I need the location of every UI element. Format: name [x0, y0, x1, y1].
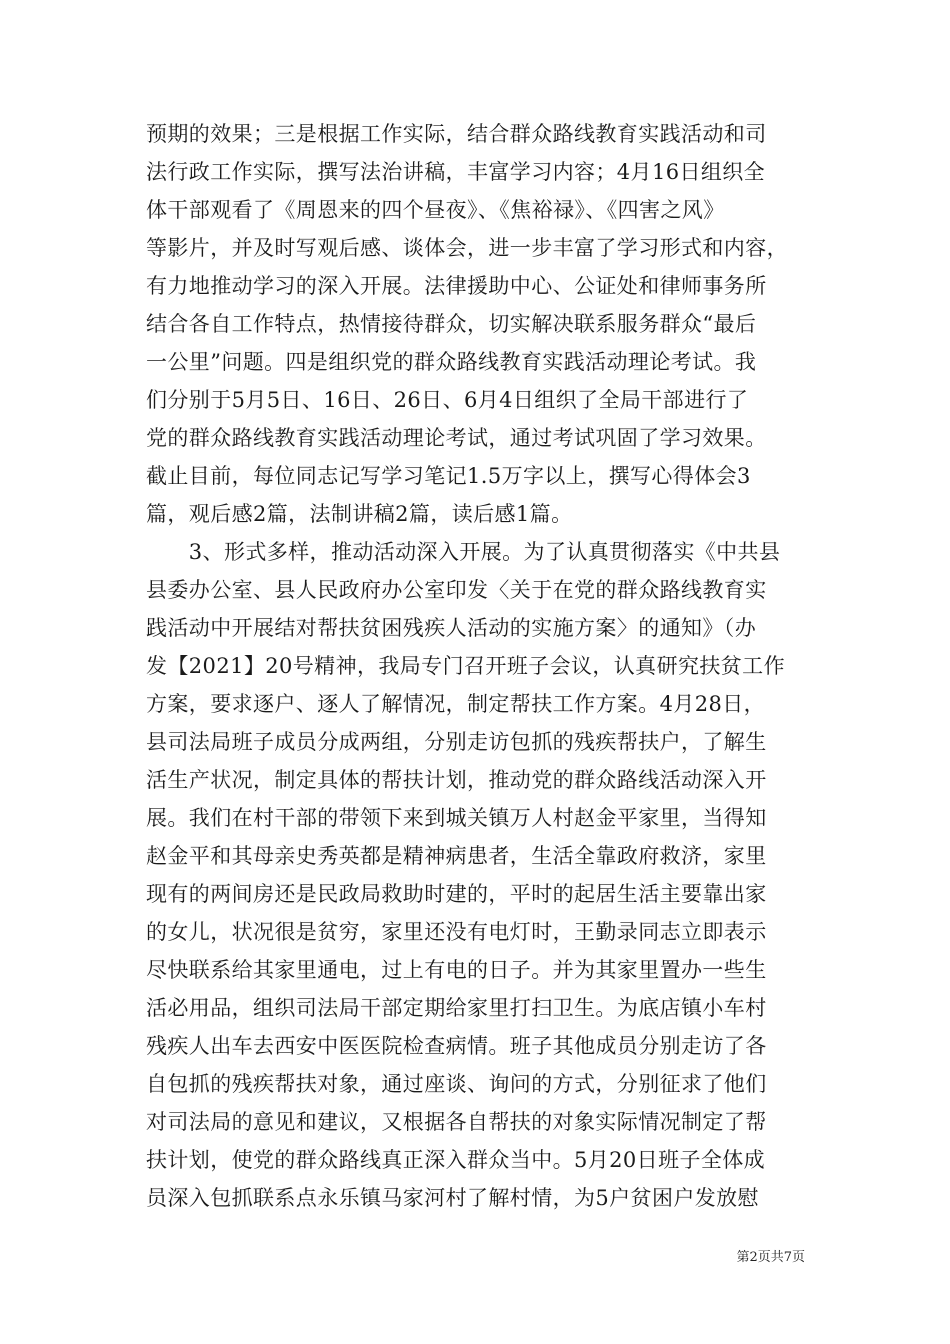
text-line: 现有的两间房还是民政局救助时建的，平时的起居生活主要靠出家 — [146, 882, 767, 906]
text-line: 扶计划，使党的群众路线真正深入群众当中。5月20日班子全体成 — [146, 1148, 766, 1172]
text-line: 一公里”问题。四是组织党的群众路线教育实践活动理论考试。我 — [146, 350, 757, 374]
text-line: 体干部观看了《周恩来的四个昼夜》、《焦裕禄》、《四害之风》 — [146, 198, 725, 222]
text-line: 活生产状况，制定具体的帮扶计划，推动党的群众路线活动深入开 — [146, 768, 767, 792]
text-line: 活必用品，组织司法局干部定期给家里打扫卫生。为底店镇小车村 — [146, 996, 767, 1020]
text-line: 等影片，并及时写观后感、谈体会，进一步丰富了学习形式和内容， — [146, 236, 788, 260]
text-line: 的女儿，状况很是贫穷，家里还没有电灯时，王勤录同志立即表示 — [146, 920, 767, 944]
text-line: 篇，观后感2篇，法制讲稿2篇，读后感1篇。 — [146, 502, 573, 526]
text-line: 法行政工作实际，撰写法治讲稿，丰富学习内容；4月16日组织全 — [146, 160, 766, 184]
text-line: 县委办公室、县人民政府办公室印发〈关于在党的群众路线教育实 — [146, 578, 767, 602]
text-line: 3、形式多样，推动活动深入开展。为了认真贯彻落实《中共县 — [146, 540, 781, 564]
text-line: 结合各自工作特点，热情接待群众，切实解决联系服务群众“最后 — [146, 312, 757, 336]
text-line: 展。我们在村干部的带领下来到城关镇万人村赵金平家里，当得知 — [146, 806, 767, 830]
text-line: 残疾人出车去西安中医医院检查病情。班子其他成员分别走访了各 — [146, 1034, 767, 1058]
text-line: 自包抓的残疾帮扶对象，通过座谈、询问的方式，分别征求了他们 — [146, 1072, 767, 1096]
text-line: 对司法局的意见和建议，又根据各自帮扶的对象实际情况制定了帮 — [146, 1110, 767, 1134]
page-number: 第2页共7页 — [736, 1250, 805, 1265]
text-line: 赵金平和其母亲史秀英都是精神病患者，生活全靠政府救济，家里 — [146, 844, 767, 868]
text-line: 有力地推动学习的深入开展。法律援助中心、公证处和律师事务所 — [146, 274, 767, 298]
text-line: 们分别于5月5日、16日、26日、6月4日组织了全局干部进行了 — [146, 388, 749, 412]
text-line: 党的群众路线教育实践活动理论考试，通过考试巩固了学习效果。 — [146, 426, 767, 450]
text-line: 发【2021】20号精神，我局专门召开班子会议，认真研究扶贫工作 — [146, 654, 785, 678]
text-line: 截止目前，每位同志记写学习笔记1.5万字以上，撰写心得体会3 — [146, 464, 751, 488]
text-line: 员深入包抓联系点永乐镇马家河村了解村情，为5户贫困户发放慰 — [146, 1186, 759, 1210]
text-line: 县司法局班子成员分成两组，分别走访包抓的残疾帮扶户，了解生 — [146, 730, 767, 754]
text-line: 尽快联系给其家里通电，过上有电的日子。并为其家里置办一些生 — [146, 958, 767, 982]
text-line: 预期的效果；三是根据工作实际，结合群众路线教育实践活动和司 — [146, 122, 767, 146]
text-line: 践活动中开展结对帮扶贫困残疾人活动的实施方案〉的通知》（办 — [146, 616, 757, 640]
text-line: 方案，要求逐户、逐人了解情况，制定帮扶工作方案。4月28日， — [146, 692, 766, 716]
body-text — [146, 115, 806, 1217]
